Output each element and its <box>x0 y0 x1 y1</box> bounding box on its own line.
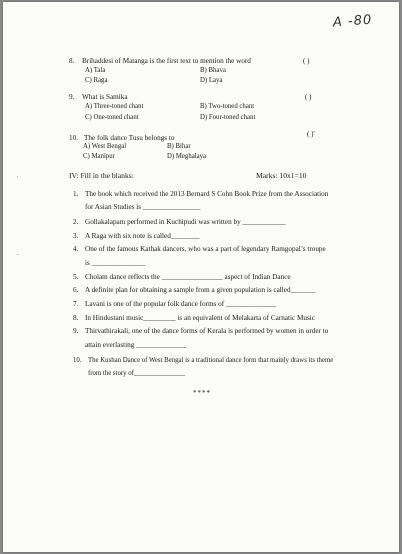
mcq-question: Brihaddesi of Matanga is the first text to mention the word <box>82 57 251 65</box>
exam-page <box>3 2 399 552</box>
mcq-option: D) Four-toned chant <box>200 114 256 121</box>
mcq-option: D) Meghalaya <box>167 153 207 160</box>
blank-number: 5. <box>73 273 79 281</box>
blank-question: Lavani is one of the popular folk dance forms of ______________ <box>85 300 277 308</box>
mcq-option: B) Two-toned chant <box>200 103 255 110</box>
blank-question: A definite plan for obtaining a sample from a given population is called_______ <box>85 286 316 294</box>
blank-question: from the story of_______________ <box>88 370 185 377</box>
mcq-option: A) Three-toned chant <box>85 103 144 110</box>
mcq-option: C) Manipur <box>83 153 115 160</box>
mcq-option: B) Bihar <box>167 143 191 150</box>
mcq-option: C) Raga <box>85 77 108 84</box>
blank-question: The Kushan Dance of West Bengal is a traditional dance form that mainly draws its theme <box>88 357 334 364</box>
end-of-paper-mark: **** <box>193 389 211 397</box>
answer-parenthesis: ( ) <box>305 93 312 101</box>
mcq-option: C) One-toned chant <box>85 114 139 121</box>
blank-question: for Asian Studies is ________________ <box>85 203 201 211</box>
blank-question: The book which received the 2013 Bernard S Cohn Book Prize from the Association <box>85 190 329 198</box>
mcq-option: D) Laya <box>200 77 223 84</box>
mcq-question: What is Samika <box>82 93 128 101</box>
blank-question: One of the famous Kathak dancers, who was a part of legendary Ramgopal’s troupe <box>85 245 326 253</box>
blank-number: 10. <box>73 357 82 364</box>
blank-number: 1. <box>73 190 79 198</box>
scan-mark: ' <box>17 176 19 182</box>
mcq-option: A) West Bengal <box>83 143 127 150</box>
blank-question: A Raga with six note is called________ <box>85 232 200 240</box>
blank-question: is _______________ <box>85 259 146 267</box>
blank-number: 6. <box>73 286 79 294</box>
mcq-question: The folk dance Tusu belongs to <box>84 134 175 142</box>
blank-number: 3. <box>73 232 79 240</box>
answer-parenthesis: ( ) <box>303 57 310 65</box>
blank-question: Cholam dance reflects the _________________ aspect of Indian Dance <box>85 273 291 281</box>
blank-question: attain everlasting ______________ <box>85 341 187 349</box>
section-title: IV: Fill in the blanks: <box>69 171 134 180</box>
answer-parenthesis: ( )' <box>307 130 315 138</box>
blank-number: 7. <box>73 300 79 308</box>
mcq-option: B) Bhava <box>200 67 226 74</box>
mcq-option: A) Tala <box>85 67 106 74</box>
mcq-number: 8. <box>69 57 75 65</box>
scan-mark: - <box>17 252 19 258</box>
blank-question: Gollakalapam performed in Kuchipudi was written by ____________ <box>85 218 286 226</box>
blank-number: 2. <box>73 218 79 226</box>
mcq-number: 9. <box>69 93 75 101</box>
blank-question: Thirvathirakali, one of the dance forms of Kerala is performed by women in order to <box>85 327 329 335</box>
blank-number: 8. <box>73 314 79 322</box>
mcq-number: 10. <box>69 134 78 142</box>
handwritten-page-number: A -80 <box>332 12 373 31</box>
blank-number: 4. <box>73 245 79 253</box>
blank-number: 9. <box>73 327 79 335</box>
section-marks: Marks: 10x1=10 <box>256 171 307 180</box>
blank-question: In Hindustani music_________ is an equivalent of Melakarta of Carnatic Music <box>85 314 315 322</box>
